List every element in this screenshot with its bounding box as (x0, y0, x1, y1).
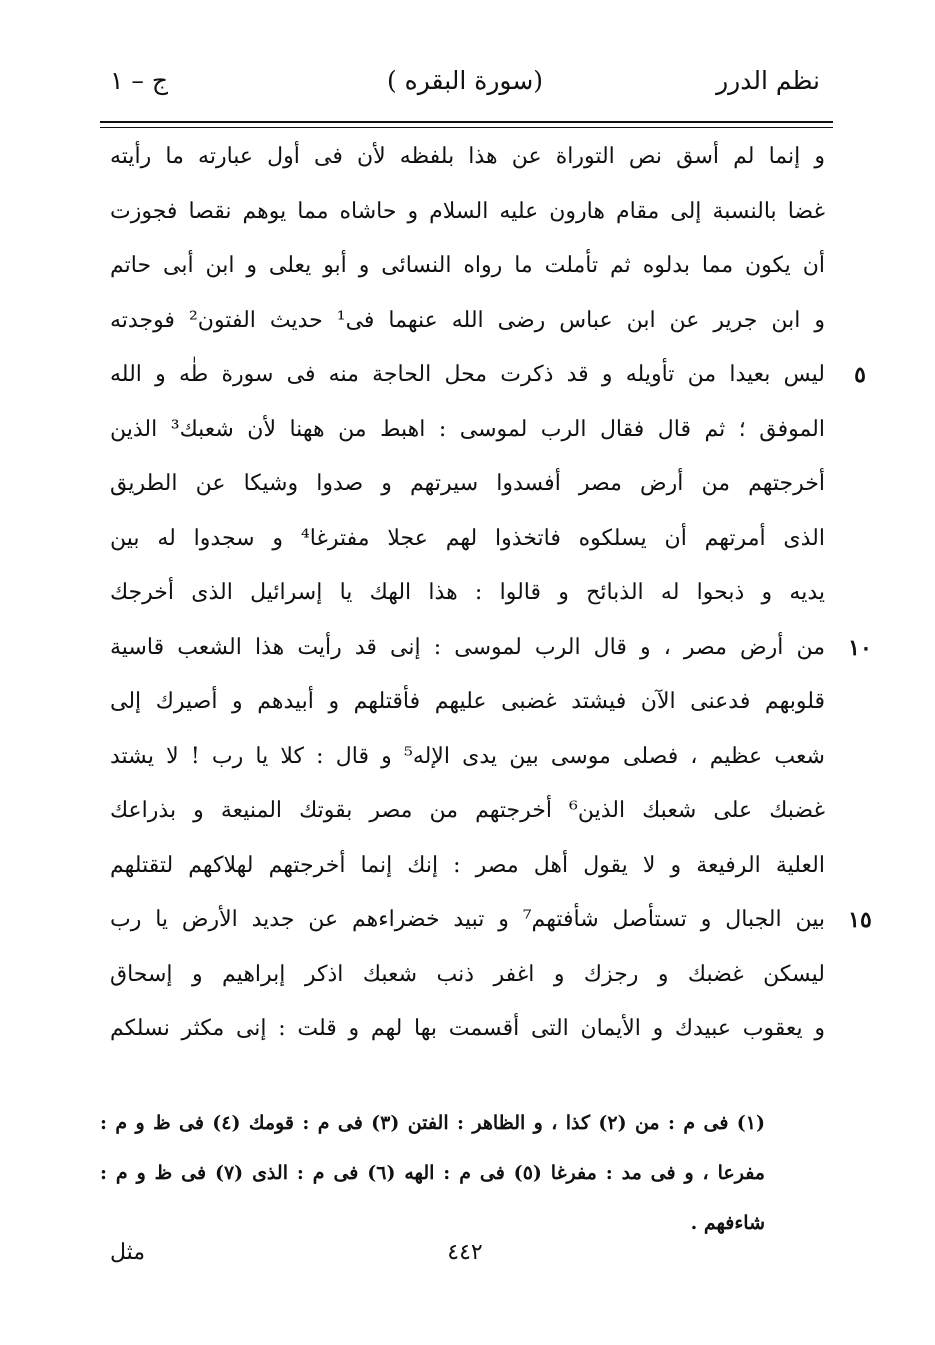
header-rule-thin (100, 127, 833, 128)
line-text: ليس بعيدا من تأويله و قد ذكرت محل الحاجة منه فى سورة طٰه و الله (110, 362, 825, 387)
line-text: من أرض مصر ، و قال الرب لموسى : إنى قد رأيت هذا الشعب قاسية (110, 634, 825, 660)
line-text: و إنما لم أسق نص التوراة عن هذا بلفظه لأن فى أول عبارته ما رأيته (110, 144, 825, 169)
book-title: نظم الدرر (716, 66, 820, 95)
header-rule-thick (100, 121, 833, 123)
text-line (110, 1002, 825, 1057)
line-text: غضا بالنسبة إلى مقام هارون عليه السلام و حاشاه مما يوهم نقصا فجوزت (110, 198, 825, 224)
running-header (110, 66, 820, 106)
line-number: ١٥ (848, 907, 872, 933)
text-line (110, 784, 825, 839)
line-text: أن يكون مما بدلوه ثم تأملت ما رواه النسائى و أبو يعلى و ابن أبى حاتم (110, 253, 825, 278)
line-text: بين الجبال و تستأصل شأفتهم⁷ و تبيد خضراءهم عن جديد الأرض يا رب (110, 907, 825, 932)
text-line (110, 512, 825, 567)
line-number: ٥ (854, 362, 866, 388)
footnotes (100, 1098, 765, 1248)
footnote-line: مفرعا ، و فى مد : مفرغا (٥) فى م : الهه (٦) فى م : الذى (٧) فى ظ و م : (100, 1162, 765, 1184)
text-line (110, 348, 866, 403)
text-line (110, 457, 825, 512)
line-text: يديه و ذبحوا له الذبائح و قالوا : هذا الهك يا إسرائيل الذى أخرجك (110, 580, 825, 605)
line-text: الموفق ؛ ثم قال فقال الرب لموسى : اهبط من ههنا لأن شعبك³ الذين (110, 416, 825, 442)
main-text (110, 130, 872, 1057)
text-line (110, 239, 825, 294)
text-line (110, 839, 825, 894)
line-text: العلية الرفيعة و لا يقول أهل مصر : إنك إنما أخرجتهم لهلاكهم لتقتلهم (110, 852, 825, 878)
line-text: غضبك على شعبك الذين⁶ أخرجتهم من مصر بقوتك المنيعة و بذراعك (110, 798, 825, 823)
text-line (110, 893, 872, 948)
line-text: ليسكن غضبك و رجزك و اغفر ذنب شعبك اذكر إبراهيم و إسحاق (110, 961, 825, 987)
line-text: قلوبهم فدعنى الآن فيشتد غضبى عليهم فأقتلهم و أبيدهم و أصيرك إلى (110, 689, 825, 714)
text-line (110, 948, 825, 1003)
line-text: أخرجتهم من أرض مصر أفسدوا سيرتهم و صدوا وشيكا عن الطريق (110, 471, 825, 496)
line-text: شعب عظيم ، فصلى موسى بين يدى الإله⁵ و قال : كلا يا رب ! لا يشتد (110, 743, 825, 769)
text-line (110, 185, 825, 240)
text-line (110, 403, 825, 458)
footnote-line: (١) فى م : من (٢) كذا ، و الظاهر : الفتن (٣) فى م : قومك (٤) فى ظ و م : (100, 1112, 766, 1134)
text-line (110, 130, 825, 185)
text-line (110, 566, 825, 621)
text-line (110, 675, 825, 730)
line-text: الذى أمرتهم أن يسلكوه فاتخذوا لهم عجلا مفترغا⁴ و سجدوا له بين (110, 525, 825, 551)
footnote-line: شاءفهم . (690, 1212, 765, 1234)
text-line (110, 730, 825, 785)
text-line (110, 294, 825, 349)
text-line (110, 621, 872, 676)
line-text: و يعقوب عبيدك و الأيمان التى أقسمت بها لهم و قلت : إنى مكثر نسلكم (110, 1016, 825, 1041)
catchword: مثل (110, 1240, 146, 1265)
volume-number: ج – ١ (110, 66, 168, 95)
page-number: ٤٤٢ (447, 1240, 483, 1265)
line-text: و ابن جرير عن ابن عباس رضى الله عنهما فى¹ حديث الفتون² فوجدته (110, 307, 825, 333)
surah-title: (سورة البقره ) (386, 66, 544, 95)
line-number: ١٠ (848, 634, 872, 661)
